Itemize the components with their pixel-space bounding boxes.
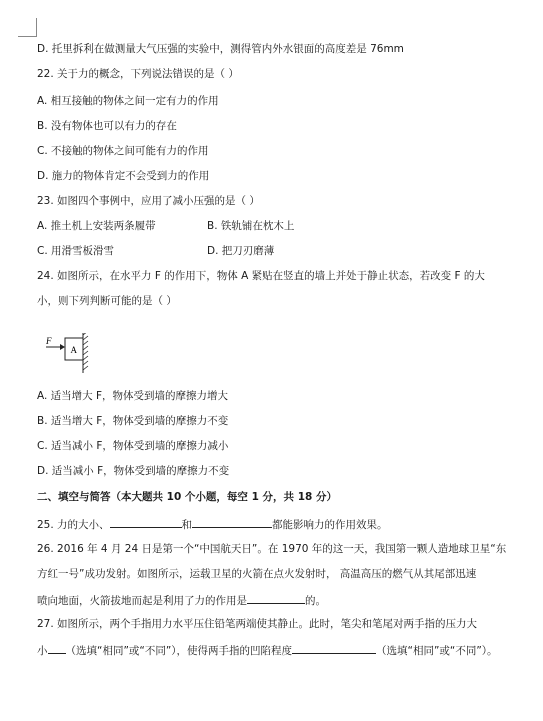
q21-option-d: D. 托里拆利在做测量大气压强的实验中，测得管内外水银面的高度差是 76mm: [37, 43, 404, 55]
q24-option-c: C. 适当减小 F，物体受到墙的摩擦力减小: [37, 440, 229, 452]
q22-option-c: C. 不接触的物体之间可能有力的作用: [37, 145, 209, 157]
q26-line2: 方红一号”成功发射。如图所示，运载卫星的火箭在点火发射时， 高温高压的燃气从其尾部迅速: [37, 568, 477, 580]
q26-text-2: 的。: [305, 595, 326, 607]
q24-stem-line1: 24. 如图所示，在水平力 F 的作用下，物体 A 紧贴在竖直的墙上并处于静止状态，若改变 F 的大: [37, 270, 485, 282]
q27-text-1: 小: [37, 645, 48, 657]
q22-option-b: B. 没有物体也可以有力的存在: [37, 120, 177, 132]
q27-text-2: （选填“相同”或“不同”），使得两手指的凹陷程度: [65, 645, 293, 657]
q27-line1: 27. 如图所示，两个手指用力水平压住铅笔两端使其静止。此时，笔尖和笔尾对两手指的压力大: [37, 618, 478, 630]
q23-stem: 23. 如图四个事例中，应用了减小压强的是（ ）: [37, 195, 260, 207]
page-corner-mark: [18, 18, 37, 37]
q23-option-c: C. 用滑雪板滑雪: [37, 245, 115, 257]
q25-line: [37, 516, 388, 532]
q22-option-d: D. 施力的物体肯定不会受到力的作用: [37, 170, 210, 182]
q26-line1: 26. 2016 年 4 月 24 日是第一个“中国航天日”。在 1970 年的这一天，我国第一颗人造地球卫星“东: [37, 543, 507, 555]
q24-option-b: B. 适当增大 F，物体受到墙的摩擦力不变: [37, 415, 229, 427]
q26-text-1: 喷向地面，火箭拔地而起是利用了力的作用是: [37, 595, 247, 607]
q22-option-a: A. 相互接触的物体之间一定有力的作用: [37, 95, 219, 107]
section-heading: 二、填空与简答（本大题共 10 个小题，每空 1 分，共 18 分）: [37, 491, 337, 503]
q27-blank-2[interactable]: [292, 642, 376, 654]
q22-stem: 22. 关于力的概念，下列说法错误的是（ ）: [37, 68, 239, 80]
block-label: A: [70, 345, 77, 355]
q23-option-a: A. 推土机上安装两条履带: [37, 220, 156, 232]
q25-text-2: 和: [181, 519, 193, 531]
q25-blank-2[interactable]: [192, 516, 272, 528]
q24-option-a: A. 适当增大 F，物体受到墙的摩擦力增大: [37, 390, 229, 402]
q25-blank-1[interactable]: [110, 516, 182, 528]
force-label: F: [46, 336, 52, 346]
q26-blank[interactable]: [247, 592, 305, 604]
q23-option-b: B. 铁轨铺在枕木上: [207, 220, 295, 232]
q23-option-d: D. 把刀刃磨薄: [207, 245, 275, 257]
q24-stem-line2: 小，则下列判断可能的是（ ）: [37, 295, 177, 307]
q25-text-1: 25. 力的大小、: [37, 519, 110, 531]
q26-line3: [37, 592, 326, 608]
q25-text-3: 都能影响力的作用效果。: [272, 519, 388, 531]
q27-line2: [37, 642, 498, 658]
q27-blank-1[interactable]: [48, 642, 66, 654]
q27-text-3: （选填“相同”或“不同”）。: [376, 645, 498, 657]
force-wall-figure: [42, 333, 102, 373]
q24-option-d: D. 适当减小 F，物体受到墙的摩擦力不变: [37, 465, 230, 477]
